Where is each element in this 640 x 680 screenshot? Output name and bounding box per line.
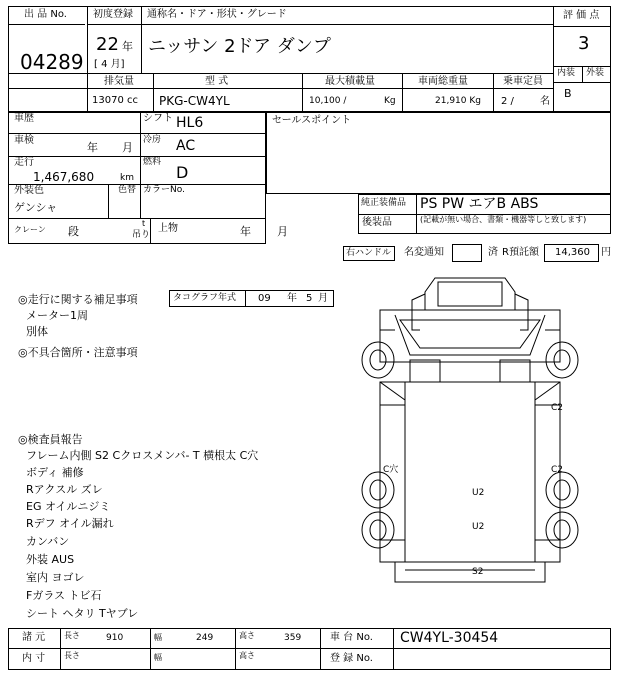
damage-mark: S2	[472, 567, 484, 577]
fuel: D	[176, 163, 189, 182]
gross-weight: 21,910 Kg	[435, 96, 481, 106]
capacity-label: 乗車定員	[503, 76, 543, 87]
running-line: メーター1周	[26, 309, 88, 322]
registration-label: 登 録 No.	[330, 653, 373, 664]
exterior-grade-label: 外装	[586, 68, 605, 78]
displacement-label: 排気量	[104, 76, 134, 87]
first-reg-label: 初度登録	[93, 9, 133, 20]
vehicle-name: ニッサン 2ドア ダンプ	[148, 36, 331, 57]
equipment: PS PW エアB ABS	[420, 196, 539, 212]
width-label: 幅	[154, 633, 162, 642]
capacity: 2 /	[501, 96, 514, 107]
color-no-label: カラーNo.	[143, 185, 185, 195]
interior-grade-label: 内装	[557, 68, 576, 78]
inspector-line: EG オイルニジミ	[26, 500, 111, 513]
specs-label: 諸 元	[22, 632, 46, 643]
damage-mark: C2	[551, 465, 564, 475]
inspector-line: 室内 ヨゴレ	[26, 571, 85, 584]
footer-frame	[8, 628, 611, 670]
gross-weight-label: 車両総重量	[418, 76, 468, 87]
running-line: 別体	[26, 325, 48, 338]
mileage-unit: km	[120, 173, 134, 183]
inspection-label: 車検	[14, 135, 34, 146]
lift-month-unit: 月	[277, 225, 288, 238]
ac-label: 冷房	[143, 135, 162, 145]
length-label: 長さ	[64, 631, 80, 640]
color-change-label: 色替	[118, 185, 137, 195]
fuel-label: 燃料	[143, 157, 162, 167]
first-reg-year: 22	[96, 34, 119, 55]
tacho-label: タコグラフ年式	[173, 293, 237, 303]
inspector-line: Rデフ オイル漏れ	[26, 517, 114, 530]
length: 910	[106, 633, 124, 643]
height-label: 高さ	[239, 631, 255, 640]
lift-label: 上物	[158, 223, 178, 234]
recycle-amount: 14,360	[555, 247, 590, 258]
inspection-year-unit: 年	[87, 141, 98, 154]
damage-mark: C穴	[383, 465, 399, 475]
overall-grade: 3	[578, 33, 590, 54]
shift-label: シフト	[143, 113, 173, 124]
grade-label: 評 価 点	[563, 10, 600, 21]
tacho-month: 5	[306, 293, 313, 304]
lot-label: 出 品 No.	[24, 9, 67, 20]
interior-height-label: 高さ	[239, 651, 255, 660]
name-label: 通称名・ドア・形状・グレード	[147, 9, 287, 20]
chassis-label: 車 台 No.	[330, 632, 373, 643]
inspector-line: Fガラス トビ石	[26, 589, 102, 602]
chassis-number: CW4YL-30454	[400, 630, 499, 646]
running-title: ◎走行に関する補足事項	[18, 293, 138, 306]
shift: HL6	[176, 115, 204, 131]
mileage-label: 走行	[14, 157, 34, 168]
max-load-label: 最大積載量	[325, 76, 375, 87]
crane-label: クレーン	[14, 225, 46, 234]
interior-width-label: 幅	[154, 653, 162, 662]
sales-point-label: セールスポイント	[272, 115, 352, 126]
color-label: 外装色	[14, 185, 44, 196]
first-reg-month: [ 4 月]	[94, 59, 125, 70]
interior-length-label: 長さ	[64, 651, 80, 660]
history-label: 車歴	[14, 113, 34, 124]
lift-year-unit: 年	[240, 225, 251, 238]
defect-title: ◎不具合箇所・注意事項	[18, 346, 138, 359]
tacho-year-unit: 年	[287, 293, 297, 304]
inspector-line: カンバン	[26, 535, 70, 548]
ac: AC	[176, 138, 196, 154]
capacity-unit: 名	[540, 96, 550, 107]
inspector-line: ボディ 補修	[26, 466, 84, 479]
year-char: 年	[122, 40, 133, 53]
max-load: 10,100 /	[309, 96, 347, 106]
interior-size-label: 内 寸	[22, 653, 46, 664]
height: 359	[284, 633, 302, 643]
inspection-month-unit: 月	[122, 141, 133, 154]
aftermarket-label: 後装品	[362, 217, 392, 228]
crane-tons-unit: t	[142, 219, 146, 228]
max-load-unit: Kg	[384, 96, 396, 106]
crane-steps-unit: 段	[68, 225, 79, 238]
color: ゲンシャ	[14, 201, 58, 214]
displacement: 13070 cc	[92, 95, 138, 106]
handle: 右ハンドル	[346, 248, 392, 258]
recycle-prefix: 済	[488, 247, 498, 258]
model: PKG-CW4YL	[159, 94, 230, 108]
inspector-line: フレーム内側 S2 Cクロスメンバ- T 横根太 C穴	[26, 449, 259, 462]
interior-grade: B	[564, 87, 572, 100]
inspector-title: ◎検査員報告	[18, 433, 83, 446]
tacho-year: 09	[258, 293, 271, 304]
aftermarket-note: (記載が無い場合、書類・機器等しと致します)	[420, 215, 587, 224]
damage-mark: U2	[472, 488, 485, 498]
inspector-line: 外装 AUS	[26, 553, 75, 566]
inspector-line: シート ヘタリ Tヤブレ	[26, 607, 139, 620]
name-change-label: 名変通知	[404, 247, 444, 258]
equipment-label: 純正装備品	[361, 198, 407, 208]
mileage: 1,467,680	[33, 170, 95, 184]
name-change-box	[452, 244, 482, 262]
width: 249	[196, 633, 214, 643]
damage-mark: U2	[472, 522, 485, 532]
recycle-label: R預託額	[502, 247, 539, 258]
crane-lift-unit: 吊り	[132, 230, 151, 240]
recycle-currency: 円	[601, 247, 611, 258]
damage-mark: C2	[551, 403, 564, 413]
inspector-line: Rアクスル ズレ	[26, 483, 103, 496]
model-label: 型 式	[205, 76, 229, 87]
lot-number: 04289	[20, 50, 84, 74]
tacho-month-unit: 月	[318, 293, 328, 304]
